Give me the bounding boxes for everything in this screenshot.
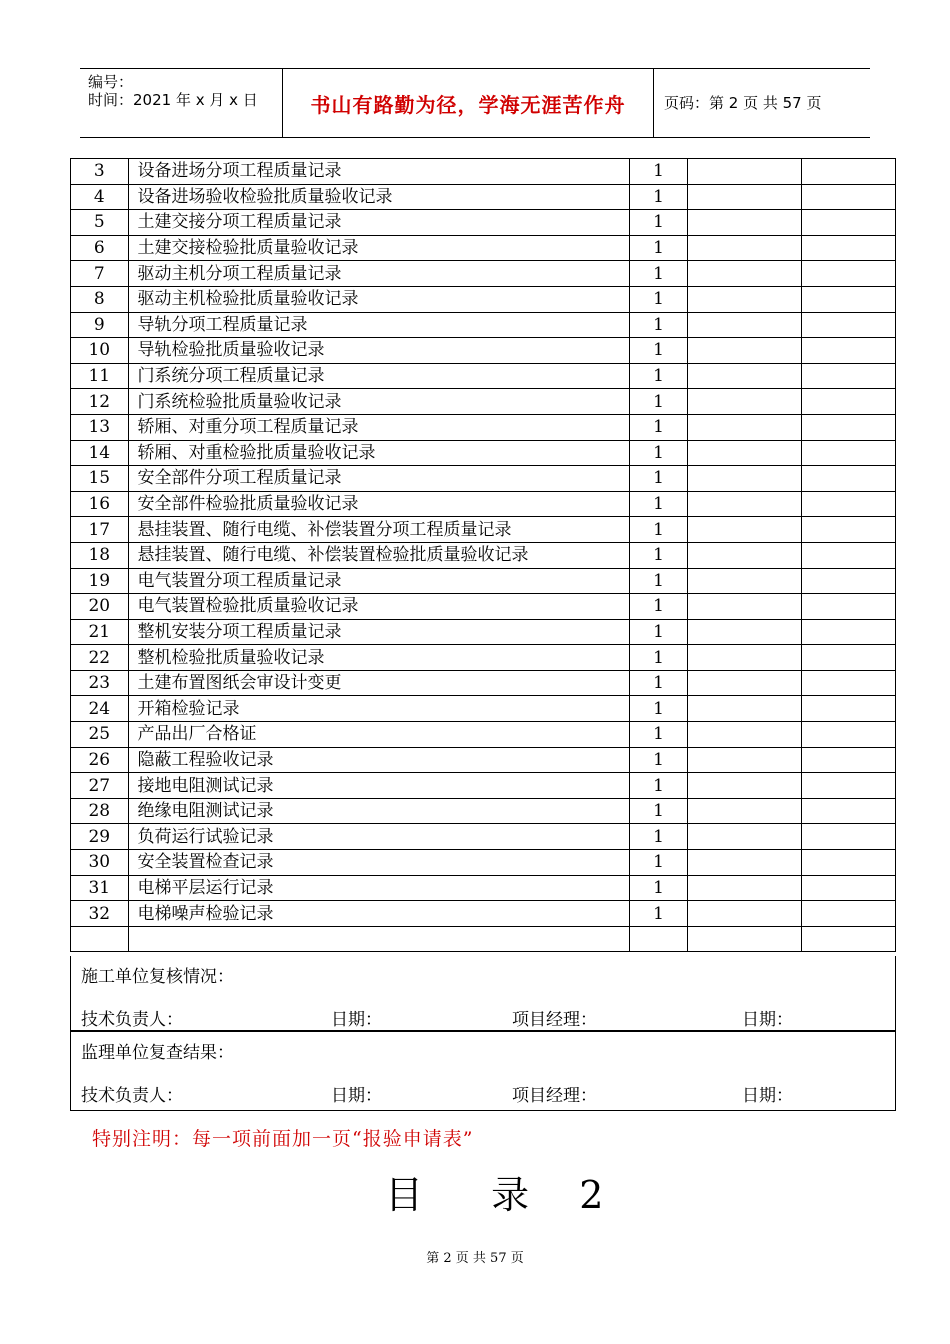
row-blank-cell	[802, 440, 896, 466]
row-blank-cell	[802, 261, 896, 287]
supervision-pm-date-label: 日期：	[742, 1086, 793, 1106]
table-row	[71, 363, 896, 389]
toc-char-2: 录	[491, 1173, 532, 1217]
table-row	[71, 235, 896, 261]
supervision-date-label: 日期：	[331, 1086, 382, 1106]
row-blank-cell	[802, 722, 896, 748]
toc-char-3: 2	[579, 1173, 606, 1217]
row-blank-cell	[687, 850, 801, 876]
row-quantity: 1	[630, 261, 687, 287]
row-blank-cell	[802, 875, 896, 901]
row-number: 16	[71, 491, 129, 517]
row-number: 4	[71, 184, 129, 210]
row-quantity: 1	[630, 363, 687, 389]
row-name: 负荷运行试验记录	[128, 824, 630, 850]
row-blank-cell	[802, 491, 896, 517]
row-name: 悬挂装置、随行电缆、补偿装置检验批质量验收记录	[128, 542, 630, 568]
row-blank-cell	[687, 926, 801, 952]
motto: 书山有路勤为径，学海无涯苦作舟	[310, 92, 626, 117]
row-quantity: 1	[630, 619, 687, 645]
row-number: 31	[71, 875, 129, 901]
row-number: 22	[71, 645, 129, 671]
row-name: 门系统检验批质量验收记录	[128, 389, 630, 415]
row-quantity: 1	[630, 670, 687, 696]
supervision-pm-label: 项目经理：	[512, 1086, 597, 1106]
row-blank-cell	[687, 414, 801, 440]
row-blank-cell	[802, 363, 896, 389]
row-quantity: 1	[630, 184, 687, 210]
row-quantity: 1	[630, 210, 687, 236]
row-name: 安全部件检验批质量验收记录	[128, 491, 630, 517]
row-name: 产品出厂合格证	[128, 722, 630, 748]
row-name: 电气装置分项工程质量记录	[128, 568, 630, 594]
row-name	[128, 926, 630, 952]
table-row	[71, 466, 896, 492]
row-name: 安全部件分项工程质量记录	[128, 466, 630, 492]
row-blank-cell	[687, 210, 801, 236]
row-number: 14	[71, 440, 129, 466]
row-blank-cell	[802, 542, 896, 568]
table-row	[71, 926, 896, 952]
table-row	[71, 414, 896, 440]
construction-review-title: 施工单位复核情况：	[81, 967, 234, 987]
row-blank-cell	[687, 440, 801, 466]
row-blank-cell	[687, 670, 801, 696]
row-quantity: 1	[630, 338, 687, 364]
row-blank-cell	[802, 798, 896, 824]
row-quantity: 1	[630, 747, 687, 773]
row-name: 驱动主机分项工程质量记录	[128, 261, 630, 287]
table-row	[71, 568, 896, 594]
row-quantity: 1	[630, 542, 687, 568]
row-blank-cell	[802, 466, 896, 492]
row-blank-cell	[802, 235, 896, 261]
row-blank-cell	[802, 338, 896, 364]
row-blank-cell	[802, 210, 896, 236]
row-blank-cell	[802, 517, 896, 543]
row-quantity: 1	[630, 594, 687, 620]
table-row	[71, 261, 896, 287]
row-number: 32	[71, 901, 129, 927]
table-row	[71, 901, 896, 927]
row-blank-cell	[687, 722, 801, 748]
row-name: 轿厢、对重检验批质量验收记录	[128, 440, 630, 466]
table-row	[71, 517, 896, 543]
row-number: 30	[71, 850, 129, 876]
row-number: 27	[71, 773, 129, 799]
supervision-review-title: 监理单位复查结果：	[81, 1043, 234, 1063]
row-name: 接地电阻测试记录	[128, 773, 630, 799]
row-name: 设备进场验收检验批质量验收记录	[128, 184, 630, 210]
time-label: 时间：2021 年 x 月 x 日	[88, 91, 258, 109]
number-label: 编号：	[88, 73, 134, 91]
row-name: 轿厢、对重分项工程质量记录	[128, 414, 630, 440]
row-number: 8	[71, 286, 129, 312]
row-quantity: 1	[630, 159, 687, 185]
header-page-cell	[654, 69, 870, 137]
table-row	[71, 542, 896, 568]
page-info: 页码：第 2 页 共 57 页	[664, 94, 822, 112]
row-blank-cell	[687, 363, 801, 389]
row-blank-cell	[802, 926, 896, 952]
row-quantity: 1	[630, 389, 687, 415]
row-quantity: 1	[630, 824, 687, 850]
row-name: 整机安装分项工程质量记录	[128, 619, 630, 645]
row-blank-cell	[802, 594, 896, 620]
row-number: 24	[71, 696, 129, 722]
row-blank-cell	[687, 389, 801, 415]
row-name: 电气装置检验批质量验收记录	[128, 594, 630, 620]
row-quantity: 1	[630, 286, 687, 312]
row-blank-cell	[687, 286, 801, 312]
row-number: 20	[71, 594, 129, 620]
row-quantity: 1	[630, 875, 687, 901]
table-row	[71, 773, 896, 799]
table-row	[71, 850, 896, 876]
row-quantity: 1	[630, 517, 687, 543]
row-blank-cell	[802, 568, 896, 594]
row-blank-cell	[802, 747, 896, 773]
row-quantity: 1	[630, 312, 687, 338]
page-footer: 第 2 页 共 57 页	[426, 1251, 524, 1266]
row-blank-cell	[687, 338, 801, 364]
row-number: 25	[71, 722, 129, 748]
row-quantity: 1	[630, 235, 687, 261]
table-row	[71, 670, 896, 696]
row-number	[71, 926, 129, 952]
row-quantity: 1	[630, 466, 687, 492]
row-quantity	[630, 926, 687, 952]
row-blank-cell	[687, 491, 801, 517]
row-name: 设备进场分项工程质量记录	[128, 159, 630, 185]
row-blank-cell	[802, 389, 896, 415]
toc-heading	[385, 1164, 605, 1219]
row-name: 隐蔽工程验收记录	[128, 747, 630, 773]
construction-review-section	[70, 956, 896, 1031]
row-blank-cell	[687, 568, 801, 594]
row-blank-cell	[802, 312, 896, 338]
row-blank-cell	[802, 286, 896, 312]
header-motto-cell	[283, 69, 654, 137]
table-row	[71, 312, 896, 338]
row-blank-cell	[802, 645, 896, 671]
row-quantity: 1	[630, 850, 687, 876]
row-blank-cell	[687, 645, 801, 671]
row-name: 整机检验批质量验收记录	[128, 645, 630, 671]
row-number: 21	[71, 619, 129, 645]
row-blank-cell	[687, 773, 801, 799]
row-quantity: 1	[630, 722, 687, 748]
table-row	[71, 184, 896, 210]
table-row	[71, 594, 896, 620]
row-number: 11	[71, 363, 129, 389]
row-name: 电梯噪声检验记录	[128, 901, 630, 927]
table-row	[71, 286, 896, 312]
row-blank-cell	[802, 670, 896, 696]
records-table	[70, 158, 896, 952]
row-blank-cell	[687, 466, 801, 492]
row-quantity: 1	[630, 645, 687, 671]
row-blank-cell	[687, 312, 801, 338]
row-quantity: 1	[630, 440, 687, 466]
row-number: 17	[71, 517, 129, 543]
table-row	[71, 338, 896, 364]
row-number: 29	[71, 824, 129, 850]
row-quantity: 1	[630, 798, 687, 824]
row-blank-cell	[687, 798, 801, 824]
special-note: 特别注明：每一项前面加一页“报验申请表”	[92, 1128, 474, 1150]
row-blank-cell	[687, 261, 801, 287]
row-quantity: 1	[630, 773, 687, 799]
row-blank-cell	[802, 184, 896, 210]
table-row	[71, 875, 896, 901]
row-number: 28	[71, 798, 129, 824]
row-quantity: 1	[630, 491, 687, 517]
row-number: 6	[71, 235, 129, 261]
row-blank-cell	[687, 159, 801, 185]
row-blank-cell	[687, 875, 801, 901]
supervision-review-section	[70, 1031, 896, 1111]
row-name: 电梯平层运行记录	[128, 875, 630, 901]
row-blank-cell	[802, 850, 896, 876]
row-blank-cell	[802, 414, 896, 440]
table-row	[71, 696, 896, 722]
row-quantity: 1	[630, 568, 687, 594]
row-name: 土建交接分项工程质量记录	[128, 210, 630, 236]
row-blank-cell	[687, 235, 801, 261]
toc-char-1: 目	[385, 1173, 426, 1217]
row-blank-cell	[802, 159, 896, 185]
row-blank-cell	[802, 901, 896, 927]
table-row	[71, 210, 896, 236]
table-row	[71, 747, 896, 773]
row-name: 门系统分项工程质量记录	[128, 363, 630, 389]
row-name: 土建布置图纸会审设计变更	[128, 670, 630, 696]
row-blank-cell	[687, 517, 801, 543]
row-blank-cell	[687, 542, 801, 568]
row-number: 13	[71, 414, 129, 440]
table-row	[71, 824, 896, 850]
row-name: 悬挂装置、随行电缆、补偿装置分项工程质量记录	[128, 517, 630, 543]
construction-tech-lead-label: 技术负责人：	[81, 1010, 183, 1030]
row-blank-cell	[687, 747, 801, 773]
row-quantity: 1	[630, 901, 687, 927]
supervision-tech-lead-label: 技术负责人：	[81, 1086, 183, 1106]
row-blank-cell	[687, 619, 801, 645]
row-number: 10	[71, 338, 129, 364]
table-row	[71, 619, 896, 645]
row-number: 19	[71, 568, 129, 594]
row-name: 土建交接检验批质量验收记录	[128, 235, 630, 261]
row-quantity: 1	[630, 414, 687, 440]
row-number: 9	[71, 312, 129, 338]
row-blank-cell	[802, 773, 896, 799]
records-table-body	[71, 159, 896, 952]
row-name: 驱动主机检验批质量验收记录	[128, 286, 630, 312]
table-row	[71, 389, 896, 415]
row-number: 26	[71, 747, 129, 773]
row-blank-cell	[687, 594, 801, 620]
table-row	[71, 722, 896, 748]
row-blank-cell	[802, 824, 896, 850]
row-quantity: 1	[630, 696, 687, 722]
row-blank-cell	[687, 184, 801, 210]
page-header	[80, 68, 870, 138]
row-number: 5	[71, 210, 129, 236]
header-left-cell	[80, 69, 283, 137]
row-number: 18	[71, 542, 129, 568]
table-row	[71, 440, 896, 466]
row-name: 安全装置检查记录	[128, 850, 630, 876]
row-number: 7	[71, 261, 129, 287]
construction-pm-date-label: 日期：	[742, 1010, 793, 1030]
row-name: 绝缘电阻测试记录	[128, 798, 630, 824]
table-row	[71, 645, 896, 671]
row-number: 23	[71, 670, 129, 696]
table-row	[71, 798, 896, 824]
row-blank-cell	[687, 696, 801, 722]
row-blank-cell	[687, 824, 801, 850]
table-row	[71, 159, 896, 185]
row-blank-cell	[802, 696, 896, 722]
row-number: 3	[71, 159, 129, 185]
row-name: 开箱检验记录	[128, 696, 630, 722]
row-name: 导轨检验批质量验收记录	[128, 338, 630, 364]
row-number: 12	[71, 389, 129, 415]
construction-pm-label: 项目经理：	[512, 1010, 597, 1030]
table-row	[71, 491, 896, 517]
row-number: 15	[71, 466, 129, 492]
construction-date-label: 日期：	[331, 1010, 382, 1030]
row-name: 导轨分项工程质量记录	[128, 312, 630, 338]
row-blank-cell	[687, 901, 801, 927]
row-blank-cell	[802, 619, 896, 645]
